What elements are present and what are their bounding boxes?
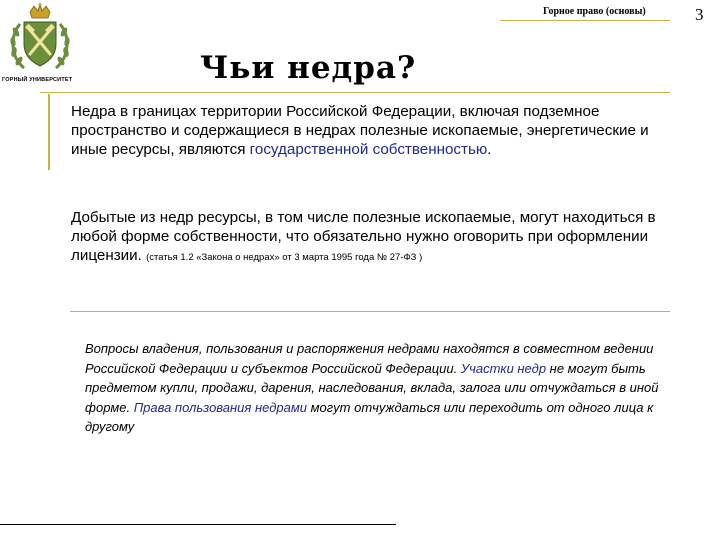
italic-note <box>85 339 685 437</box>
italic-part1: Вопросы владения, пользования и распоряжения недрами находятся в совместном ведении Российской Федерации и субъектов Российской Федерации. <box>85 341 654 376</box>
paragraph1-text: Недра в границах территории Российской Федерации, включая подземное пространство и содержащиеся в недрах полезные ископаемые, энергетические и иные ресурсы, являются <box>71 103 649 158</box>
section-divider <box>70 311 670 312</box>
subsoil-plots-link[interactable]: Участки недр <box>460 360 547 376</box>
logo-caption: ГОРНЫЙ УНИВЕРСИТЕТ <box>2 77 73 83</box>
university-logo <box>2 2 78 88</box>
state-ownership-link[interactable]: государственной собственностью <box>249 141 488 158</box>
emblem-icon <box>2 2 78 78</box>
footer-divider <box>0 524 396 525</box>
left-accent-bar <box>48 94 50 170</box>
paragraph-state-ownership <box>71 102 671 159</box>
subsoil-use-rights-link[interactable]: Права пользования недрами <box>133 399 307 415</box>
slide-title: Чьи недра? <box>200 50 417 86</box>
italic-part2: не могут быть предметом купли, продажи, дарения, наследования, вклада, залога или отчуждаться в иной форме. <box>85 360 659 415</box>
law-citation: (статья 1.2 «Закона о недрах» от 3 марта 1995 года № 27-ФЗ ) <box>146 252 423 263</box>
paragraph2-text: Добытые из недр ресурсы, в том числе полезные ископаемые, могут находиться в любой форме собственности, что обязательно нужно оговорить при оформлении лицензии. <box>71 209 656 264</box>
page-number: 3 <box>695 5 704 24</box>
paragraph-extracted-resources <box>71 208 671 265</box>
italic-part3: могут отчуждаться или переходить от одного лица к другому <box>85 399 654 434</box>
title-divider <box>40 92 670 93</box>
paragraph1-end: . <box>487 141 492 158</box>
header-divider <box>500 20 670 21</box>
course-title: Горное право (основы) <box>543 6 646 17</box>
